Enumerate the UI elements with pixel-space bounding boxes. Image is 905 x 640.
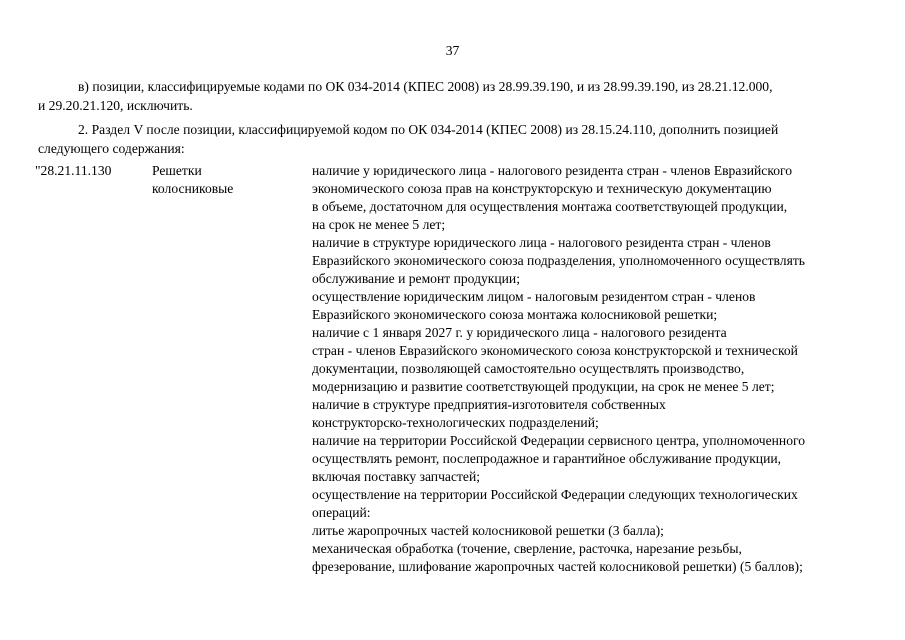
requirement-line: литье жаропрочных частей колосниковой решетки (3 балла); <box>312 523 664 538</box>
requirement-line: включая поставку запчастей; <box>312 469 481 484</box>
paragraph-2-line-2: следующего содержания: <box>38 140 185 156</box>
paragraph-v-line-2: и 29.20.21.120, исключить. <box>38 97 193 113</box>
paragraph-v-line-1: в) позиции, классифицируемые кодами по ОК 034-2014 (КПЕС 2008) из 28.99.39.190, и из 28.99.39.190, из 28.21.12.000, <box>78 79 773 94</box>
page-number: 37 <box>445 43 460 58</box>
paragraph-2-line-1: 2. Раздел V после позиции, классифицируемой кодом по ОК 034-2014 (КПЕС 2008) из 28.15.24.110, дополнить позицией <box>78 122 779 137</box>
requirement-line: осуществлять ремонт, послепродажное и гарантийное обслуживание продукции, <box>312 451 782 466</box>
requirement-line: Евразийского экономического союза подразделения, уполномоченного осуществлять <box>312 253 805 268</box>
requirement-line: документации, позволяющей самостоятельно осуществлять производство, <box>312 361 745 376</box>
requirement-line: конструкторско-технологических подразделений; <box>312 415 599 430</box>
requirement-line: наличие с 1 января 2027 г. у юридического лица - налогового резидента <box>312 325 727 340</box>
requirement-line: наличие в структуре юридического лица - налогового резидента стран - членов <box>312 235 771 250</box>
requirement-line: наличие в структуре предприятия-изготовителя собственных <box>312 397 666 412</box>
requirement-line: осуществление юридическим лицом - налоговым резидентом стран - членов <box>312 289 756 304</box>
requirement-line: операций: <box>312 505 371 520</box>
product-name-line: колосниковые <box>152 181 234 196</box>
requirement-line: Евразийского экономического союза монтажа колосниковой решетки; <box>312 307 718 322</box>
requirement-line: на срок не менее 5 лет; <box>312 217 446 232</box>
requirement-line: осуществление на территории Российской Федерации следующих технологических <box>312 487 798 502</box>
product-name-line: Решетки <box>152 163 202 178</box>
requirement-line: обслуживание и ремонт продукции; <box>312 271 520 286</box>
requirement-line: модернизацию и развитие соответствующей продукции, на срок не менее 5 лет; <box>312 379 775 394</box>
requirement-line: стран - членов Евразийского экономического союза конструкторской и технической <box>312 343 798 358</box>
requirement-line: механическая обработка (точение, сверление, расточка, нарезание резьбы, <box>312 541 742 556</box>
requirement-line: наличие на территории Российской Федерации сервисного центра, уполномоченного <box>312 433 806 448</box>
paragraph-v <box>38 78 866 115</box>
requirement-line: в объеме, достаточном для осуществления монтажа соответствующей продукции, <box>312 199 788 214</box>
product-code: "28.21.11.130 <box>35 163 112 178</box>
requirement-line: наличие у юридического лица - налогового резидента стран - членов Евразийского <box>312 163 793 178</box>
paragraph-2 <box>38 121 866 158</box>
requirement-line: экономического союза прав на конструкторскую и техническую документацию <box>312 181 772 196</box>
requirement-line: фрезерование, шлифование жаропрочных частей колосниковой решетки) (5 баллов); <box>312 559 803 574</box>
